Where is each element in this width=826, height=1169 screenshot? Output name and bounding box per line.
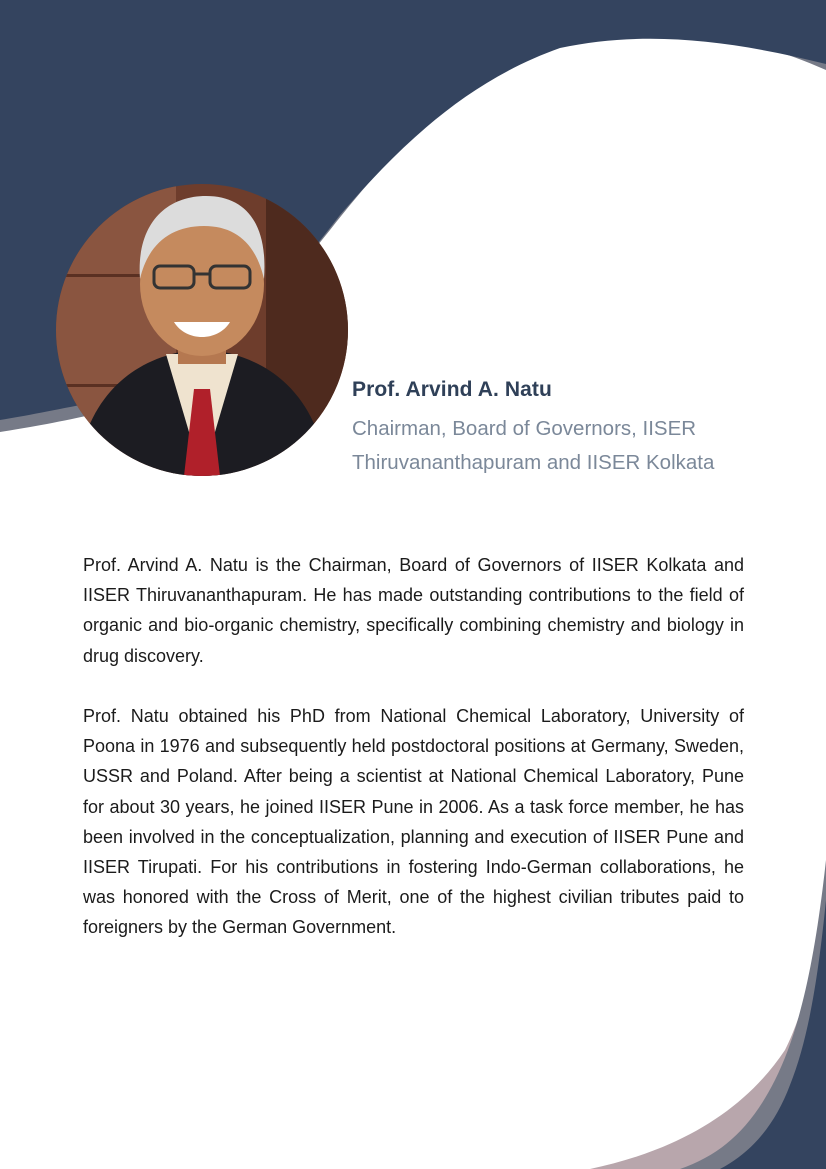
role-line-2: Thiruvananthapuram and IISER Kolkata <box>352 451 715 474</box>
person-name: Prof. Arvind A. Natu <box>352 378 552 401</box>
portrait-photo <box>56 184 348 476</box>
bio-paragraph-2: Prof. Natu obtained his PhD from National Chemical Laboratory, University of Poona in 1976 and subsequently held postdoctoral positions at Germany, Sweden, USSR and Poland. After being a scientist at National Chemical Laboratory, Pune for about 30 years, he joined IISER Pune in 2006. As a task force member, he has been involved in the conceptualization, planning and execution of IISER Pune and IISER Tirupati. For his contributions in fostering Indo-German collaborations, he was honored with the Cross of Merit, one of the highest civilian tributes paid to foreigners by the German Government. <box>83 706 744 938</box>
bio-paragraph-1: Prof. Arvind A. Natu is the Chairman, Board of Governors of IISER Kolkata and IISER Thiruvananthapuram. He has made outstanding contributions to the field of organic and bio-organic chemistry, specifically combining chemistry and biology in drug discovery. <box>83 555 744 666</box>
role-line-1: Chairman, Board of Governors, IISER <box>352 417 697 440</box>
person-role <box>352 412 752 480</box>
